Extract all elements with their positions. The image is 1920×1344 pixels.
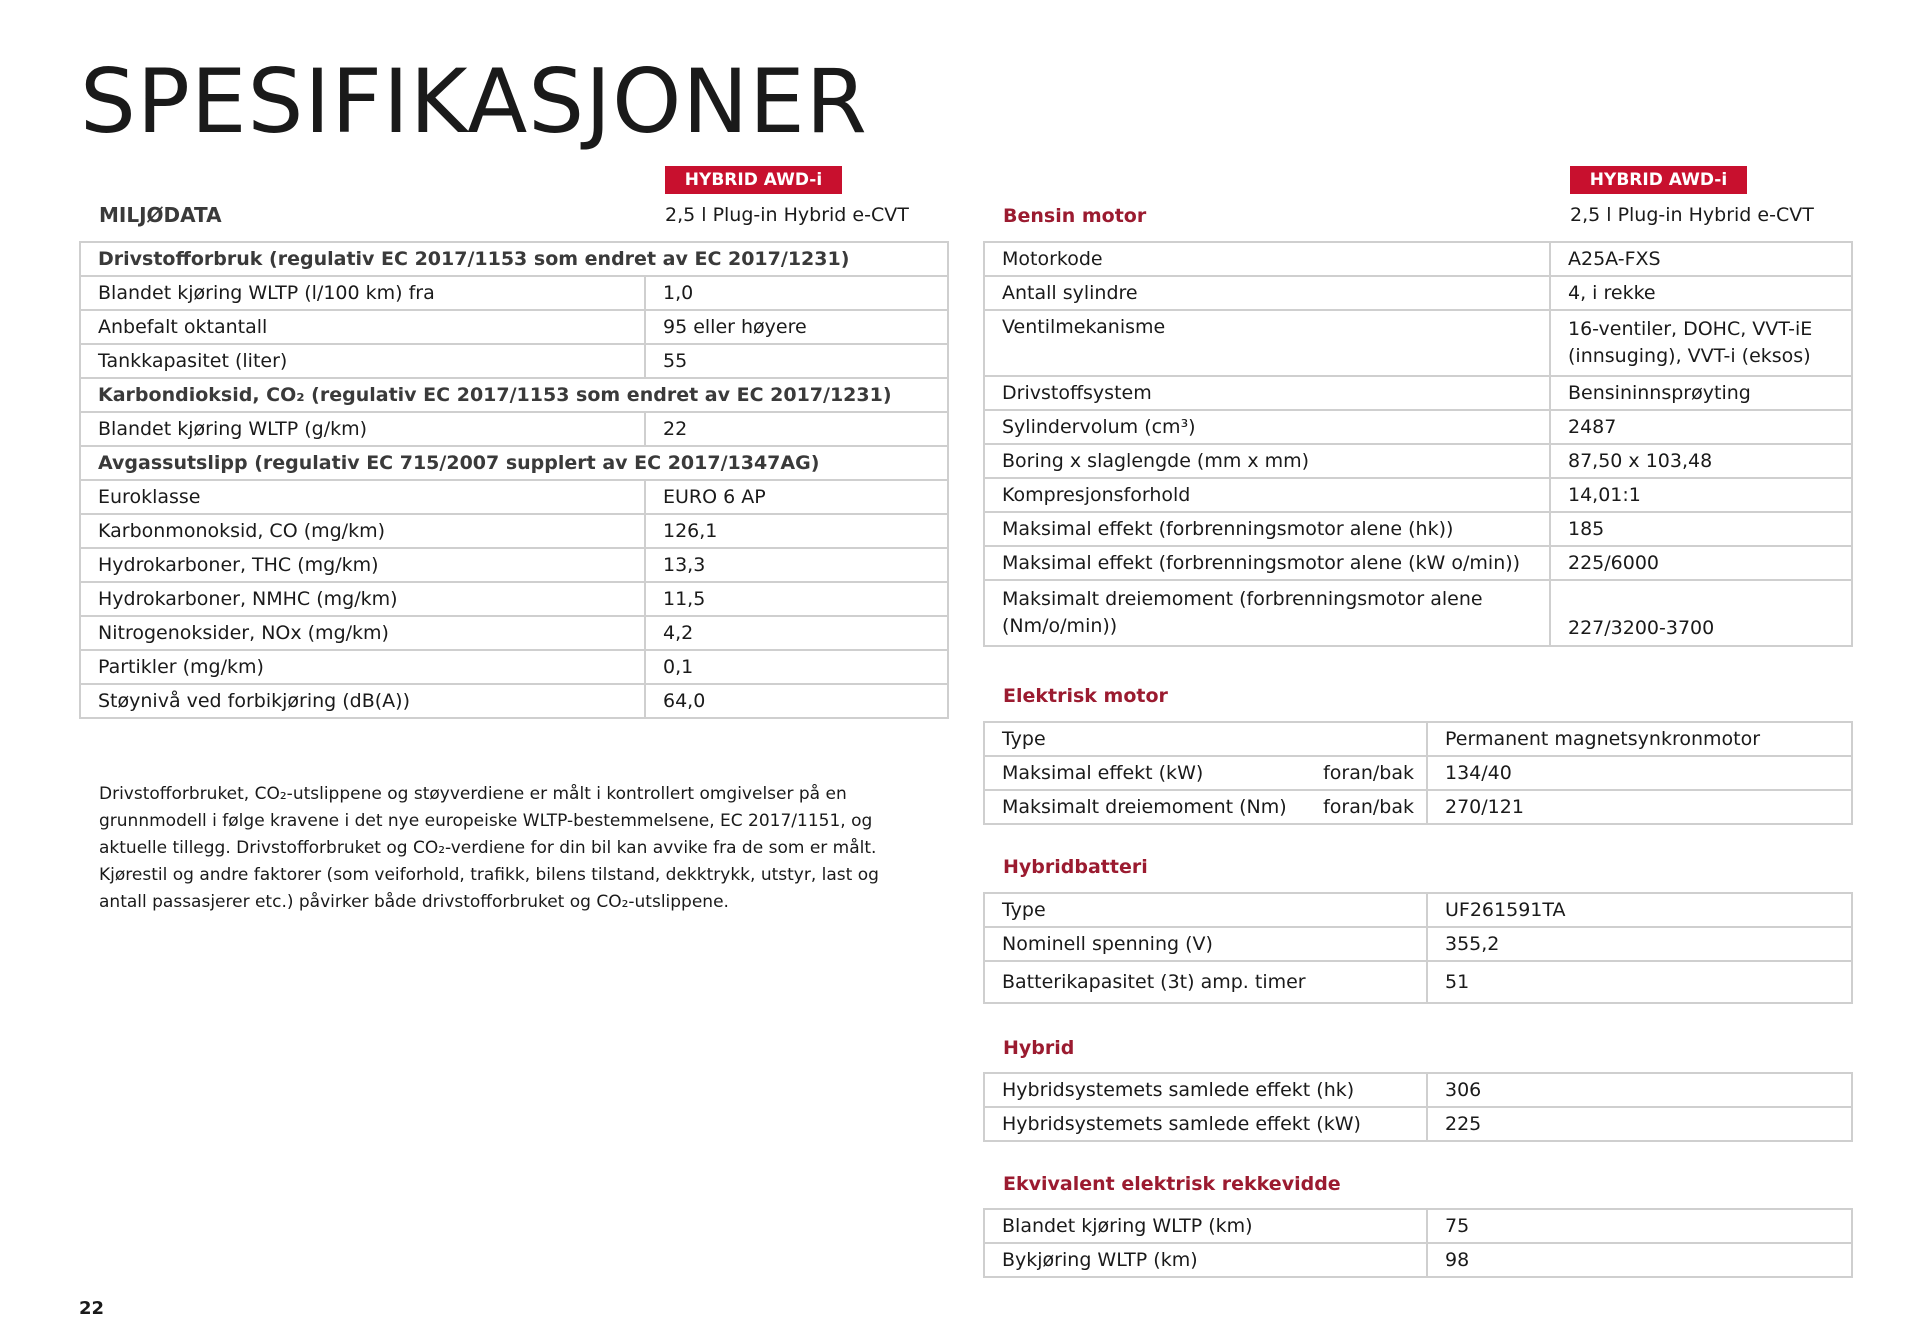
row-value: 4, i rekke	[1550, 276, 1852, 310]
row-value: 134/40	[1427, 756, 1852, 790]
row-label	[984, 790, 1427, 824]
table-row	[984, 310, 1852, 376]
row-value: 225/6000	[1550, 546, 1852, 580]
table-row	[80, 616, 948, 650]
table-row	[80, 650, 948, 684]
row-label: Drivstoffsystem	[984, 376, 1550, 410]
table-row	[984, 444, 1852, 478]
row-label	[984, 756, 1427, 790]
table-row	[80, 446, 948, 480]
row-label: Kompresjonsforhold	[984, 478, 1550, 512]
table-row	[80, 276, 948, 310]
table-row	[80, 514, 948, 548]
row-label: Blandet kjøring WLTP (km)	[984, 1209, 1427, 1243]
table-row	[80, 242, 948, 276]
measurement-note: Drivstofforbruket, CO₂-utslippene og støyverdiene er målt i kontrollert omgivelser på en grunnmodell i følge kravene i det nye europeiske WLTP-bestemmelsene, EC 2017/1151, og aktuelle tillegg. Drivstofforbruket og CO₂-verdiene for din bil kan avvike fra de som er målt. Kjørestil og andre faktorer (som veiforhold, trafikk, bilens tilstand, dekktrykk, utstyr, last og antall passasjerer etc.) påvirker både drivstofforbruket og CO₂-utslippene.	[99, 784, 879, 912]
table-row	[80, 378, 948, 412]
table-row	[984, 478, 1852, 512]
row-label: Maksimal effekt (forbrenningsmotor alene (hk))	[984, 512, 1550, 546]
environment-heading: MILJØDATA	[99, 203, 222, 227]
row-label: Blandet kjøring WLTP (g/km)	[80, 412, 645, 446]
row-value: 0,1	[645, 650, 948, 684]
row-value: 22	[645, 412, 948, 446]
row-label: Type	[984, 893, 1427, 927]
row-label-note: foran/bak	[1323, 761, 1414, 784]
row-value: EURO 6 AP	[645, 480, 948, 514]
row-label: Bykjøring WLTP (km)	[984, 1243, 1427, 1277]
row-label: Hybridsystemets samlede effekt (kW)	[984, 1107, 1427, 1141]
section-title-hybrid: Hybrid	[1003, 1037, 1075, 1059]
section-title-hybrid-battery: Hybridbatteri	[1003, 856, 1148, 878]
row-label: Maksimalt dreiemoment (forbrenningsmotor alene (Nm/o/min))	[984, 580, 1550, 646]
hybrid-table	[983, 1072, 1853, 1142]
table-row	[80, 310, 948, 344]
row-label: Ventilmekanisme	[984, 310, 1550, 376]
row-value: 55	[645, 344, 948, 378]
table-row	[984, 580, 1852, 646]
table-section-header: Avgassutslipp (regulativ EC 715/2007 supplert av EC 2017/1347AG)	[80, 446, 948, 480]
table-row	[984, 1107, 1852, 1141]
row-label: Nitrogenoksider, NOx (mg/km)	[80, 616, 645, 650]
table-row	[984, 410, 1852, 444]
section-title-electric-range: Ekvivalent elektrisk rekkevidde	[1003, 1173, 1341, 1195]
row-value: 227/3200-3700	[1550, 580, 1852, 646]
right-variant-badge: HYBRID AWD-i	[1570, 166, 1747, 194]
row-value: 11,5	[645, 582, 948, 616]
table-row	[984, 1209, 1852, 1243]
table-row	[80, 480, 948, 514]
row-label: Tankkapasitet (liter)	[80, 344, 645, 378]
page-number: 22	[79, 1298, 105, 1319]
row-label: Euroklasse	[80, 480, 645, 514]
left-variant-label: 2,5 l Plug-in Hybrid e-CVT	[665, 204, 909, 226]
row-label: Anbefalt oktantall	[80, 310, 645, 344]
row-value: Bensininnsprøyting	[1550, 376, 1852, 410]
table-row	[984, 242, 1852, 276]
row-value: 126,1	[645, 514, 948, 548]
row-label: Partikler (mg/km)	[80, 650, 645, 684]
electric-range-table	[983, 1208, 1853, 1278]
row-label: Hydrokarboner, THC (mg/km)	[80, 548, 645, 582]
row-label: Maksimal effekt (forbrenningsmotor alene (kW o/min))	[984, 546, 1550, 580]
row-value: 87,50 x 103,48	[1550, 444, 1852, 478]
table-row	[80, 344, 948, 378]
row-label-note: foran/bak	[1323, 795, 1414, 818]
table-row	[984, 276, 1852, 310]
table-row	[984, 1243, 1852, 1277]
row-value: UF261591TA	[1427, 893, 1852, 927]
page-title: SPESIFIKASJONER	[80, 50, 868, 153]
table-section-header: Drivstofforbruk (regulativ EC 2017/1153 som endret av EC 2017/1231)	[80, 242, 948, 276]
table-row	[984, 376, 1852, 410]
row-value: 355,2	[1427, 927, 1852, 961]
row-value: Permanent magnetsynkronmotor	[1427, 722, 1852, 756]
row-value: 270/121	[1427, 790, 1852, 824]
row-value: 51	[1427, 961, 1852, 1003]
row-label-text: Maksimal effekt (kW)	[1002, 761, 1204, 784]
row-value: A25A-FXS	[1550, 242, 1852, 276]
table-section-header: Karbondioksid, CO₂ (regulativ EC 2017/1153 som endret av EC 2017/1231)	[80, 378, 948, 412]
row-label	[984, 722, 1427, 756]
table-row	[984, 512, 1852, 546]
hybrid-battery-table	[983, 892, 1853, 1004]
table-row	[984, 961, 1852, 1003]
table-row	[984, 927, 1852, 961]
table-row	[80, 582, 948, 616]
row-value: 98	[1427, 1243, 1852, 1277]
row-value: 75	[1427, 1209, 1852, 1243]
section-title-engine: Bensin motor	[1003, 205, 1147, 227]
table-row	[984, 546, 1852, 580]
row-label: Sylindervolum (cm³)	[984, 410, 1550, 444]
row-value: 2487	[1550, 410, 1852, 444]
table-row	[984, 1073, 1852, 1107]
row-label-text: Maksimalt dreiemoment (Nm)	[1002, 795, 1287, 818]
left-variant-badge: HYBRID AWD-i	[665, 166, 842, 194]
row-value: 16-ventiler, DOHC, VVT-iE (innsuging), VVT-i (eksos)	[1550, 310, 1852, 376]
table-row	[984, 893, 1852, 927]
row-value: 1,0	[645, 276, 948, 310]
right-variant-label: 2,5 l Plug-in Hybrid e-CVT	[1570, 204, 1814, 226]
table-row	[80, 412, 948, 446]
environment-table	[79, 241, 949, 719]
row-label-text: Type	[1002, 727, 1046, 750]
row-value: 14,01:1	[1550, 478, 1852, 512]
table-row	[984, 722, 1852, 756]
table-row	[80, 684, 948, 718]
row-label: Antall sylindre	[984, 276, 1550, 310]
section-title-electric-motor: Elektrisk motor	[1003, 685, 1168, 707]
table-row	[80, 548, 948, 582]
row-value: 4,2	[645, 616, 948, 650]
row-label: Hydrokarboner, NMHC (mg/km)	[80, 582, 645, 616]
table-row	[984, 756, 1852, 790]
row-label: Blandet kjøring WLTP (l/100 km) fra	[80, 276, 645, 310]
row-value: 64,0	[645, 684, 948, 718]
electric-motor-table	[983, 721, 1853, 825]
row-value: 225	[1427, 1107, 1852, 1141]
row-label: Karbonmonoksid, CO (mg/km)	[80, 514, 645, 548]
row-label: Støynivå ved forbikjøring (dB(A))	[80, 684, 645, 718]
row-label: Batterikapasitet (3t) amp. timer	[984, 961, 1427, 1003]
row-label: Motorkode	[984, 242, 1550, 276]
row-label: Hybridsystemets samlede effekt (hk)	[984, 1073, 1427, 1107]
row-value: 306	[1427, 1073, 1852, 1107]
table-row	[984, 790, 1852, 824]
row-label: Nominell spenning (V)	[984, 927, 1427, 961]
row-value: 185	[1550, 512, 1852, 546]
row-value: 13,3	[645, 548, 948, 582]
row-value: 95 eller høyere	[645, 310, 948, 344]
row-label: Boring x slaglengde (mm x mm)	[984, 444, 1550, 478]
engine-table	[983, 241, 1853, 647]
